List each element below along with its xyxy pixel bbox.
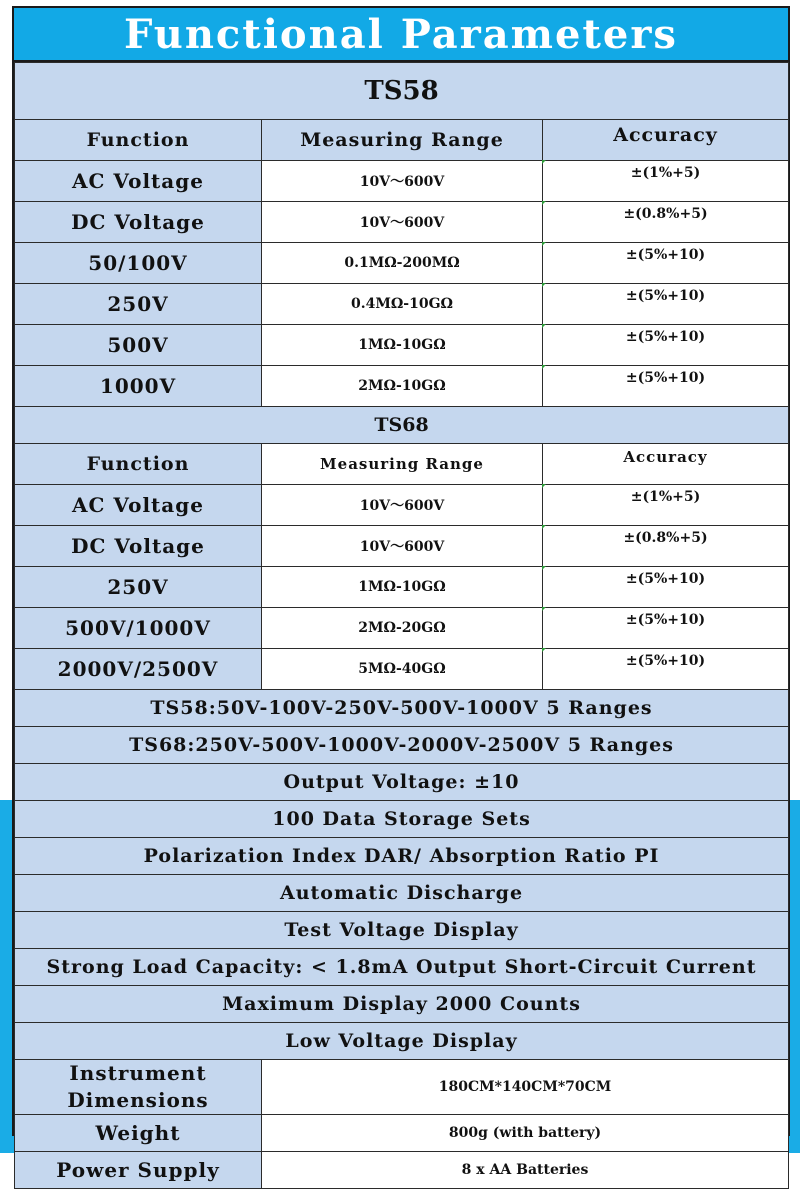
accuracy-cell xyxy=(543,485,789,526)
column-header-accuracy: Accuracy xyxy=(543,444,789,485)
accuracy-value: ±(5%+10) xyxy=(625,612,706,628)
table-row xyxy=(15,649,789,690)
function-cell: 500V xyxy=(15,325,262,366)
page-title: Functional Parameters xyxy=(14,8,788,62)
range-cell: 10V～600V xyxy=(262,202,543,243)
range-cell: 5MΩ-40GΩ xyxy=(262,649,543,690)
range-cell: 10V～600V xyxy=(262,485,543,526)
accuracy-value: ±(0.8%+5) xyxy=(623,206,708,222)
table-row xyxy=(15,608,789,649)
spec-value-weight: 800g (with battery) xyxy=(262,1115,789,1152)
cell-corner-marker xyxy=(542,525,546,529)
column-header-function: Function xyxy=(15,444,262,485)
feature-low-voltage-display: Low Voltage Display xyxy=(15,1023,789,1060)
model-heading-ts68: TS68 xyxy=(15,407,789,444)
table-row xyxy=(15,325,789,366)
cell-corner-marker xyxy=(542,365,546,369)
table-row xyxy=(15,1152,789,1189)
parameters-table xyxy=(14,62,789,1189)
feature-load-capacity: Strong Load Capacity: < 1.8mA Output Short-Circuit Current xyxy=(15,949,789,986)
feature-data-storage: 100 Data Storage Sets xyxy=(15,801,789,838)
table-row xyxy=(15,243,789,284)
function-cell: DC Voltage xyxy=(15,526,262,567)
cell-corner-marker xyxy=(542,201,546,205)
accuracy-value: ±(0.8%+5) xyxy=(623,530,708,546)
table-row xyxy=(15,366,789,407)
cell-corner-marker xyxy=(542,648,546,652)
function-cell: AC Voltage xyxy=(15,161,262,202)
feature-output-voltage: Output Voltage: ±10 xyxy=(15,764,789,801)
function-cell: 50/100V xyxy=(15,243,262,284)
spec-label-dimensions: Instrument Dimensions xyxy=(15,1060,262,1115)
function-cell: 2000V/2500V xyxy=(15,649,262,690)
column-header-function: Function xyxy=(15,120,262,161)
table-row xyxy=(15,202,789,243)
cell-corner-marker xyxy=(542,160,546,164)
range-cell: 0.1MΩ-200MΩ xyxy=(262,243,543,284)
accuracy-cell xyxy=(543,366,789,407)
column-header-accuracy: Accuracy xyxy=(543,120,789,161)
function-cell: 1000V xyxy=(15,366,262,407)
column-header-range: Measuring Range xyxy=(262,120,543,161)
accuracy-cell xyxy=(543,567,789,608)
accuracy-value: ±(5%+10) xyxy=(625,370,706,386)
table-row xyxy=(15,1115,789,1152)
spec-value-power-supply: 8 x AA Batteries xyxy=(262,1152,789,1189)
range-cell: 1MΩ-10GΩ xyxy=(262,325,543,366)
cell-corner-marker xyxy=(542,324,546,328)
function-cell: AC Voltage xyxy=(15,485,262,526)
accuracy-cell xyxy=(543,649,789,690)
range-cell: 2MΩ-20GΩ xyxy=(262,608,543,649)
accuracy-cell xyxy=(543,526,789,567)
range-cell: 10V～600V xyxy=(262,161,543,202)
range-cell: 10V～600V xyxy=(262,526,543,567)
cell-corner-marker xyxy=(542,566,546,570)
accuracy-cell xyxy=(543,608,789,649)
accuracy-value: ±(1%+5) xyxy=(630,165,701,181)
function-cell: DC Voltage xyxy=(15,202,262,243)
function-cell: 250V xyxy=(15,284,262,325)
accuracy-cell xyxy=(543,202,789,243)
accuracy-cell xyxy=(543,161,789,202)
accuracy-value: ±(5%+10) xyxy=(625,247,706,263)
spec-value-dimensions: 180CM*140CM*70CM xyxy=(262,1060,789,1115)
table-row xyxy=(15,284,789,325)
accuracy-value: ±(5%+10) xyxy=(625,653,706,669)
cell-corner-marker xyxy=(542,283,546,287)
column-header-range: Measuring Range xyxy=(262,444,543,485)
accuracy-cell xyxy=(543,243,789,284)
accuracy-value: ±(1%+5) xyxy=(630,489,701,505)
range-cell: 1MΩ-10GΩ xyxy=(262,567,543,608)
feature-auto-discharge: Automatic Discharge xyxy=(15,875,789,912)
parameters-sheet xyxy=(12,6,790,1182)
table-row xyxy=(15,161,789,202)
range-cell: 0.4MΩ-10GΩ xyxy=(262,284,543,325)
spec-label-weight: Weight xyxy=(15,1115,262,1152)
cell-corner-marker xyxy=(542,607,546,611)
feature-ranges-ts58: TS58:50V-100V-250V-500V-1000V 5 Ranges xyxy=(15,690,789,727)
cell-corner-marker xyxy=(542,242,546,246)
cell-corner-marker xyxy=(542,484,546,488)
accuracy-cell xyxy=(543,284,789,325)
function-cell: 500V/1000V xyxy=(15,608,262,649)
feature-polarization-index: Polarization Index DAR/ Absorption Ratio PI xyxy=(15,838,789,875)
table-row xyxy=(15,567,789,608)
function-cell: 250V xyxy=(15,567,262,608)
accuracy-value: ±(5%+10) xyxy=(625,288,706,304)
accuracy-value: ±(5%+10) xyxy=(625,571,706,587)
model-heading-ts58: TS58 xyxy=(15,63,789,120)
accuracy-cell xyxy=(543,325,789,366)
feature-test-voltage-display: Test Voltage Display xyxy=(15,912,789,949)
table-row xyxy=(15,526,789,567)
spec-label-power-supply: Power Supply xyxy=(15,1152,262,1189)
table-row xyxy=(15,1060,789,1115)
feature-max-display: Maximum Display 2000 Counts xyxy=(15,986,789,1023)
feature-ranges-ts68: TS68:250V-500V-1000V-2000V-2500V 5 Ranges xyxy=(15,727,789,764)
table-row xyxy=(15,485,789,526)
range-cell: 2MΩ-10GΩ xyxy=(262,366,543,407)
accuracy-value: ±(5%+10) xyxy=(625,329,706,345)
